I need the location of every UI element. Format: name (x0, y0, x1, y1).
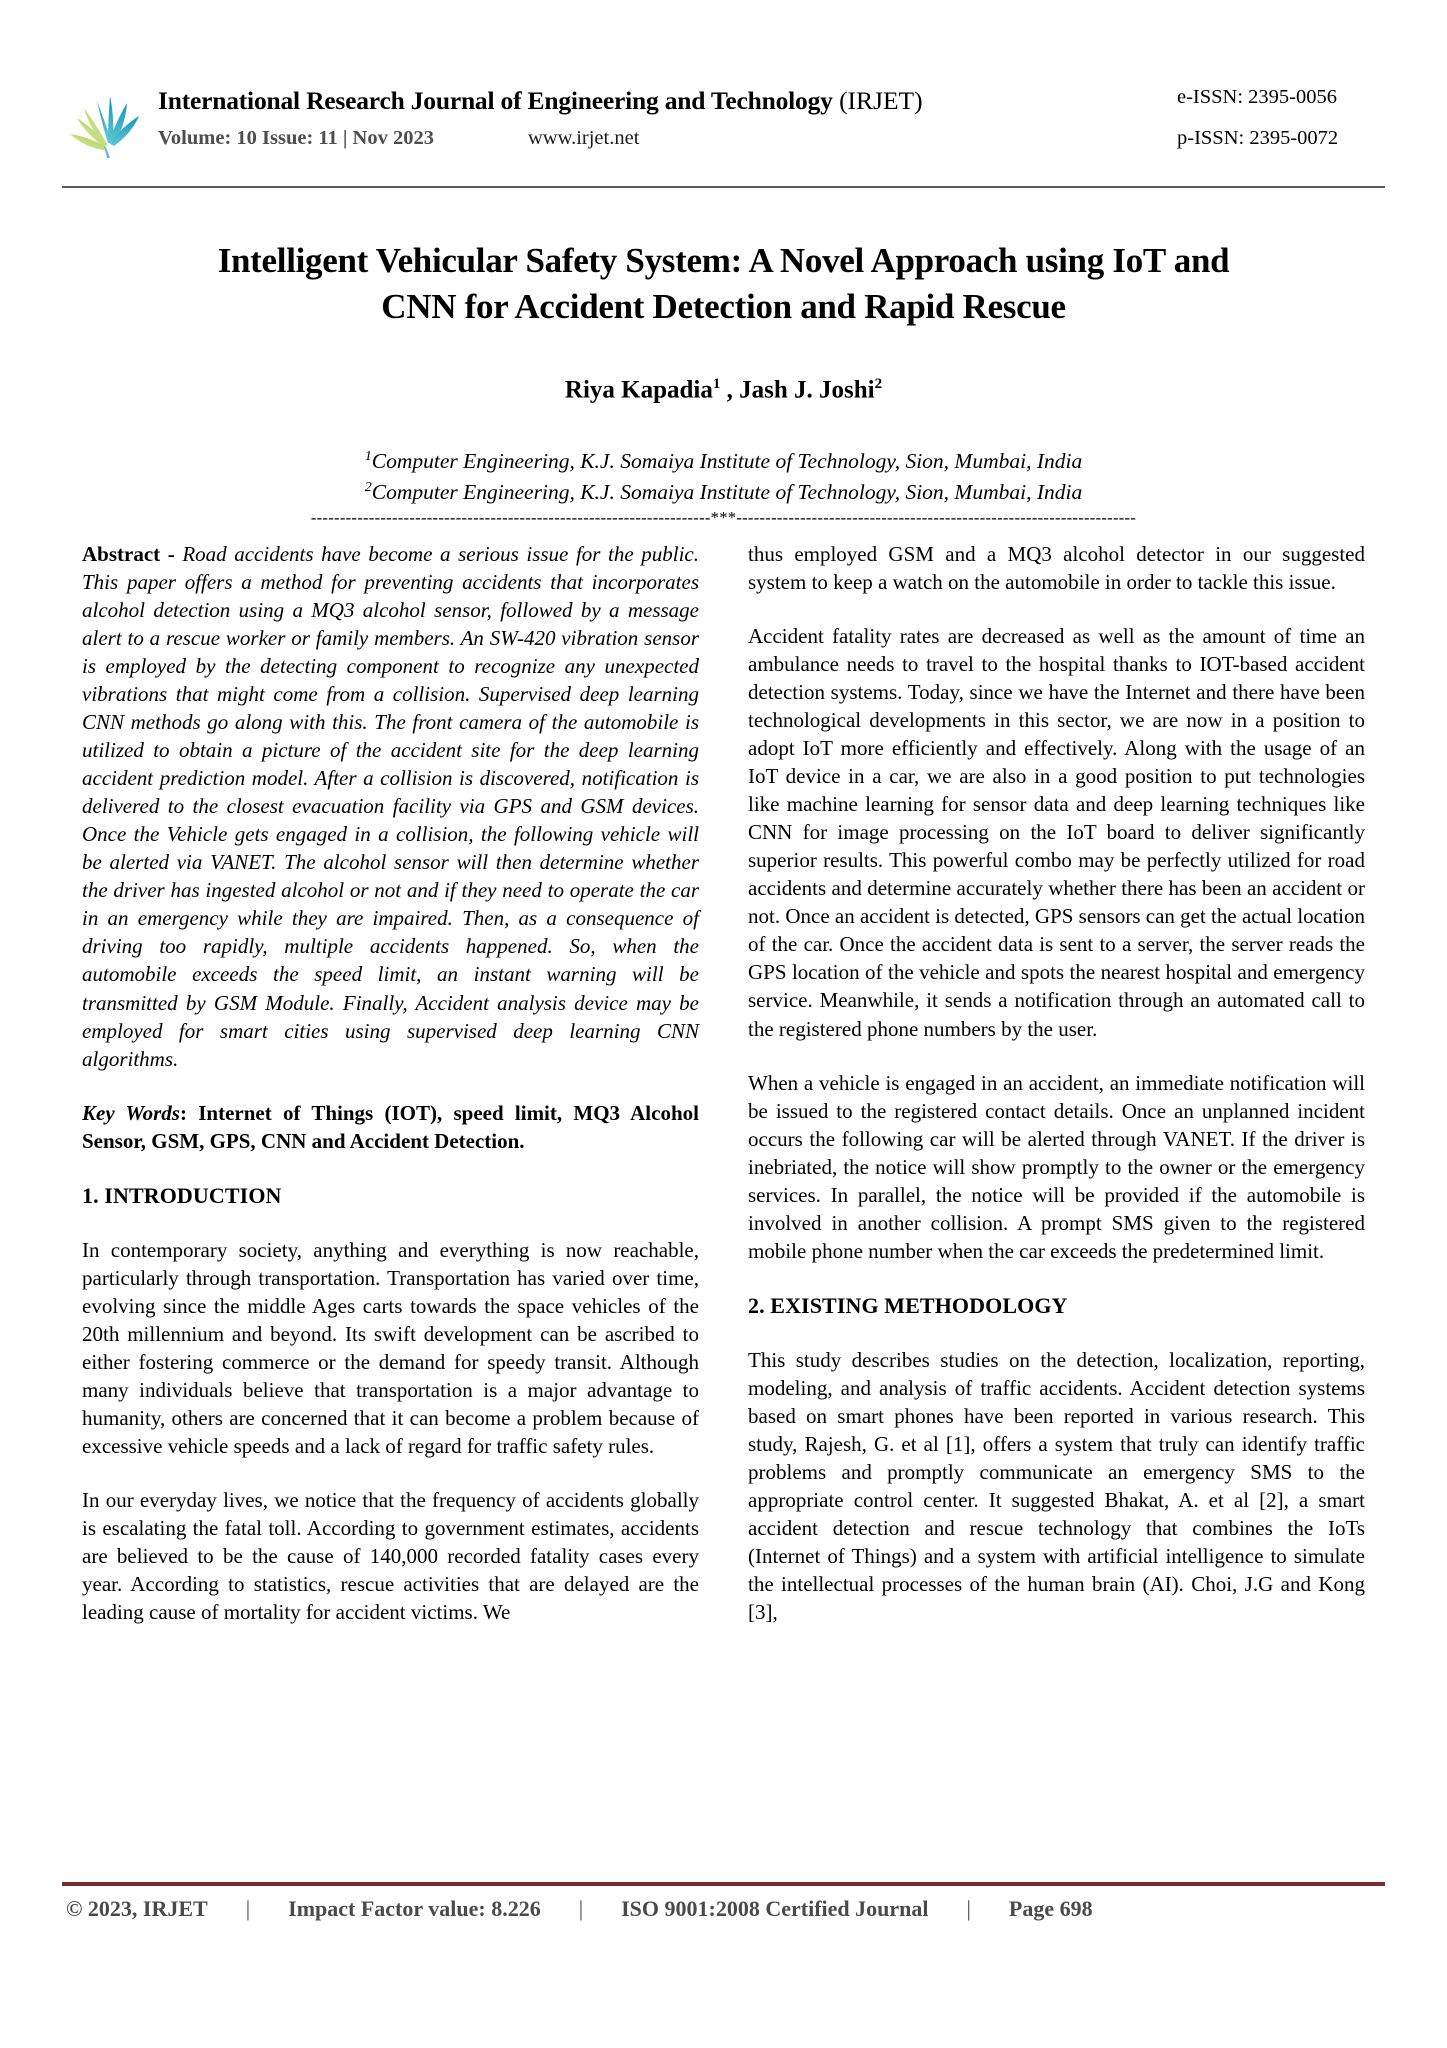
author-name-1: Riya Kapadia (564, 376, 713, 404)
footer-impact-factor: Impact Factor value: 8.226 (288, 1896, 541, 1921)
section-divider-asterisks: ---------------------------------------------------------------------***--------------------------------------------------------------------- (310, 508, 1137, 527)
keywords-label-suffix: : (179, 1100, 199, 1125)
author-separator: , (720, 376, 740, 404)
page-footer (62, 1896, 1385, 1922)
right-paragraph-4: This study describes studies on the detection, localization, reporting, modeling, and analysis of traffic accidents. Accident detection systems based on smart phones have been reported in various research. This study, Rajesh, G. et al [1], offers a system that truly can identify traffic problems and promptly communicate an emergency SMS to the appropriate control center. It suggested Bhakat, A. et al [2], a smart accident detection and rescue technology that combines the IoTs (Internet of Things) and a system with artificial intelligence to simulate the intellectual processes of the human brain (AI). Choi, J.G and Kong [3], (748, 1348, 1365, 1625)
paper-title (90, 238, 1357, 330)
paper-title-line-1: Intelligent Vehicular Safety System: A Novel Approach using IoT and (217, 241, 1230, 280)
volume-issue-line: Volume: 10 Issue: 11 | Nov 2023 (158, 127, 434, 149)
footer-separator-1: | (245, 1896, 251, 1921)
e-issn: e-ISSN: 2395-0056 (1177, 86, 1338, 108)
right-paragraph-3: When a vehicle is engaged in an accident, an immediate notification will be issued to the registered contact details. Once an unplanned incident occurs the following car will be alerted through VANET. If the driver is inebriated, the notice will show promptly to the owner or the emergency services. In parallel, the notice will be provided if the automobile is involved in another collision. A prompt SMS given to the registered mobile phone number when the car exceeds the predetermined limit. (748, 1070, 1365, 1263)
right-column (748, 540, 1365, 1626)
journal-title-abbrev: (IRJET) (839, 86, 923, 115)
affiliation-text-2: Computer Engineering, K.J. Somaiya Institute of Technology, Sion, Mumbai, India (371, 479, 1083, 504)
author-name-2: Jash J. Joshi (739, 376, 875, 404)
p-issn: p-ISSN: 2395-0072 (1177, 127, 1339, 149)
abstract-paragraph (82, 540, 699, 1073)
author-list (90, 376, 1357, 404)
heading-introduction: 1. INTRODUCTION (82, 1182, 282, 1208)
header-divider (62, 186, 1385, 188)
journal-website[interactable]: www.irjet.net (528, 127, 640, 149)
heading-existing-methodology: 2. EXISTING METHODOLOGY (748, 1292, 1068, 1318)
footer-iso-certification: ISO 9001:2008 Certified Journal (621, 1896, 929, 1921)
journal-masthead (62, 78, 1385, 174)
author-sup-1: 1 (712, 376, 721, 392)
journal-title (158, 86, 923, 116)
affiliation-line-1 (90, 446, 1357, 477)
footer-page-number: Page 698 (1008, 1896, 1093, 1921)
affiliation-sup-1: 1 (364, 448, 372, 464)
footer-separator-2: | (578, 1896, 584, 1921)
irjet-logo-icon (64, 80, 146, 172)
affiliation-block (90, 446, 1357, 507)
affiliation-line-2 (90, 477, 1357, 508)
affiliation-sup-2: 2 (364, 479, 372, 495)
abstract-text: Road accidents have become a serious issue for the public. This paper offers a method for preventing accidents that incorporates alcohol detection using a MQ3 alcohol sensor, followed by a message alert to a rescue worker or family members. An SW-420 vibration sensor is employed by the detecting component to recognize any unexpected vibrations that might come from a collision. Supervised deep learning CNN methods go along with this. The front camera of the automobile is utilized to obtain a picture of the accident site for the deep learning accident prediction model. After a collision is discovered, notification is delivered to the closest evacuation facility via GPS and GSM devices. Once the Vehicle gets engaged in a collision, the following vehicle will be alerted via VANET. The alcohol sensor will then determine whether the driver has ingested alcohol or not and if they need to operate the car in an emergency while they are impaired. Then, as a consequence of driving too rapidly, multiple accidents happened. So, when the automobile exceeds the speed limit, an instant warning will be transmitted by GSM Module. Finally, Accident analysis device may be employed for smart cities using supervised deep learning CNN algorithms. (82, 542, 700, 1071)
footer-copyright: © 2023, IRJET (66, 1896, 208, 1921)
keywords-value: Internet of Things (IOT), speed limit, MQ3 Alcohol Sensor, GSM, GPS, CNN and Accident Detection. (82, 1100, 699, 1153)
footer-separator-3: | (966, 1896, 971, 1921)
right-paragraph-2: Accident fatality rates are decreased as well as the amount of time an ambulance needs to travel to the hospital thanks to IOT-based accident detection systems. Today, since we have the Internet and there have been technological developments in this sector, we are now in a position to adopt IoT more efficiently and effectively. Along with the usage of an IoT device in a car, we are also in a good position to put technologies like machine learning for sensor data and deep learning techniques like CNN for image processing on the IoT board to deliver significantly superior results. This powerful combo may be perfectly utilized for road accidents and determine accurately whether there has been an accident or not. Once an accident is detected, GPS sensors can get the actual location of the car. Once the accident data is sent to a server, the server reads the GPS location of the vehicle and spots the nearest hospital and emergency service. Meanwhile, it sends a notification through an automated call to the registered phone numbers by the user. (748, 624, 1365, 1041)
affiliation-text-1: Computer Engineering, K.J. Somaiya Institute of Technology, Sion, Mumbai, India (371, 449, 1083, 473)
keywords-label: Key Words (82, 1100, 180, 1125)
keywords-paragraph (82, 1099, 699, 1155)
paper-title-line-2: CNN for Accident Detection and Rapid Rescue (381, 287, 1066, 327)
author-sup-2: 2 (874, 376, 883, 392)
abstract-label: Abstract - (82, 542, 183, 566)
left-column (82, 540, 699, 1626)
journal-title-main: International Research Journal of Engineering and Technology (158, 86, 833, 115)
footer-divider (62, 1882, 1385, 1886)
intro-paragraph-1: In contemporary society, anything and everything is now reachable, particularly through transportation. Transportation has varied over time, evolving since the middle Ages carts towards the space vehicles of the 20th millennium and beyond. Its swift development can be ascribed to either fostering commerce or the demand for speedy transit. Although many individuals believe that transportation is a major advantage to humanity, others are concerned that it can become a problem because of excessive vehicle speeds and a lack of regard for traffic safety rules. (82, 1238, 699, 1459)
intro-paragraph-2: In our everyday lives, we notice that the frequency of accidents globally is escalating the fatal toll. According to government estimates, accidents are believed to be the cause of 140,000 recorded fatality cases every year. According to statistics, rescue activities that are delayed are the leading cause of mortality for accident victims. We (82, 1488, 699, 1625)
right-paragraph-1: thus employed GSM and a MQ3 alcohol detector in our suggested system to keep a watch on the automobile in order to tackle this issue. (748, 542, 1365, 595)
